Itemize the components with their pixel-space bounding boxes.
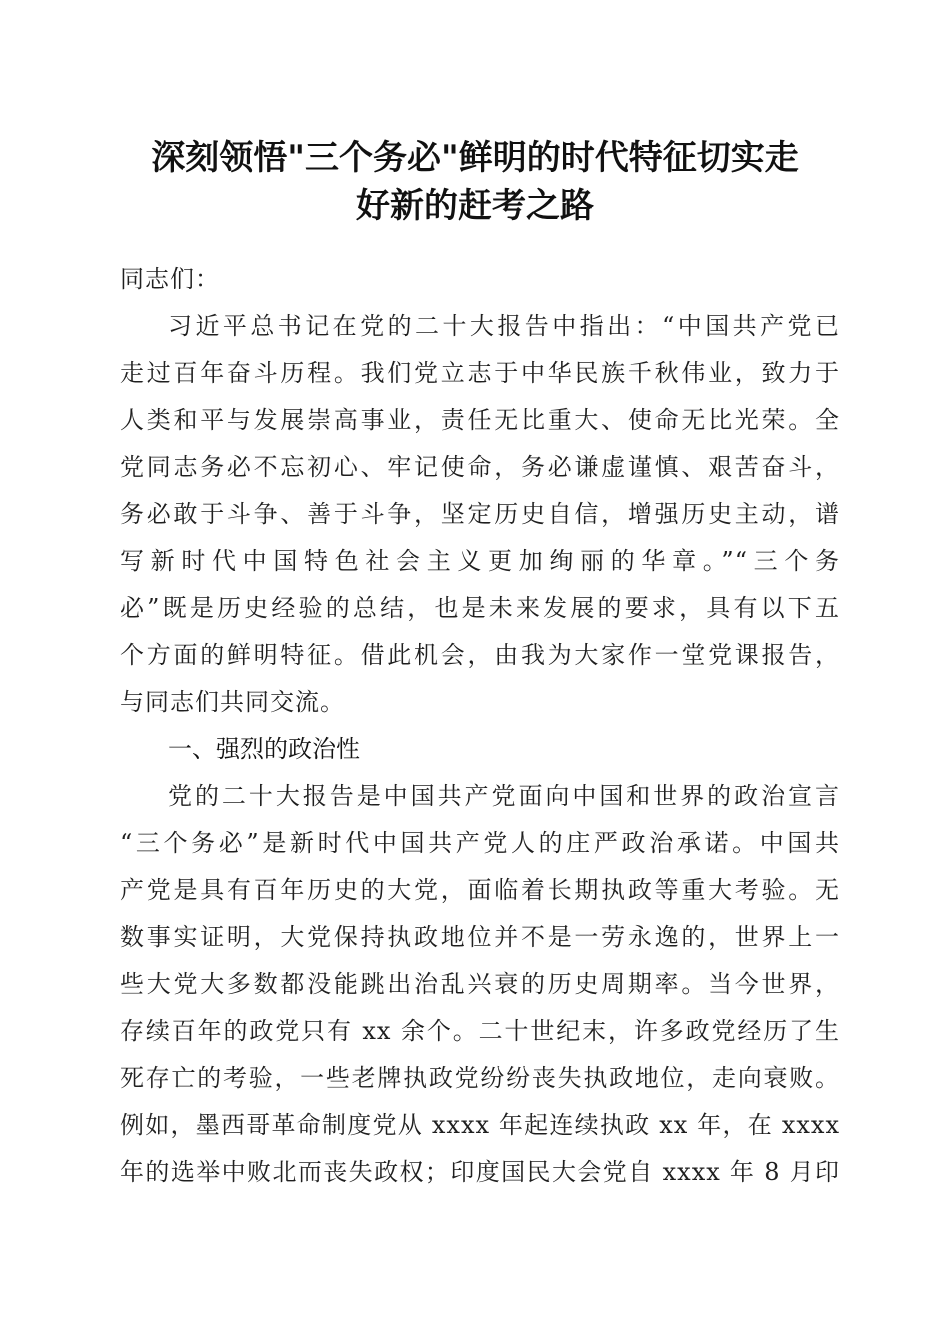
paragraph-line: 习近平总书记在党的二十大报告中指出：“中国共产党已	[168, 312, 840, 340]
paragraph-line: 死存亡的考验，一些老牌执政党纷纷丧失执政地位，走向衰败。	[120, 1064, 840, 1092]
section-heading: 一、强烈的政治性	[168, 735, 360, 763]
paragraph-line: 数事实证明，大党保持执政地位并不是一劳永逸的，世界上一	[120, 923, 840, 951]
paragraph-line: 存续百年的政党只有 xx 余个。二十世纪末，许多政党经历了生	[120, 1017, 840, 1045]
paragraph-line: 与同志们共同交流。	[120, 688, 345, 716]
paragraph-political	[120, 773, 840, 1196]
paragraph-intro	[120, 303, 840, 726]
paragraph-line: 例如，墨西哥革命制度党从 xxxx 年起连续执政 xx 年，在 xxxx	[120, 1111, 840, 1139]
salutation: 同志们：	[120, 265, 220, 293]
paragraph-line: 走过百年奋斗历程。我们党立志于中华民族千秋伟业，致力于	[120, 359, 840, 387]
document-title	[110, 134, 840, 230]
paragraph-line: 个方面的鲜明特征。借此机会，由我为大家作一堂党课报告，	[120, 641, 840, 669]
paragraph-line: 务必敢于斗争、善于斗争，坚定历史自信，增强历史主动，谱	[120, 500, 840, 528]
title-line-1: 深刻领悟"三个务必"鲜明的时代特征切实走	[151, 138, 799, 178]
paragraph-line: 党同志务必不忘初心、牢记使命，务必谦虚谨慎、艰苦奋斗，	[120, 453, 840, 481]
paragraph-line: 产党是具有百年历史的大党，面临着长期执政等重大考验。无	[120, 876, 840, 904]
paragraph-line: 年的选举中败北而丧失政权；印度国民大会党自 xxxx 年 8 月印	[120, 1158, 840, 1186]
document-body	[120, 256, 840, 1196]
paragraph-line: 写新时代中国特色社会主义更加绚丽的华章。”“三个务	[120, 547, 840, 575]
paragraph-line: 些大党大多数都没能跳出治乱兴衰的历史周期率。当今世界，	[120, 970, 840, 998]
paragraph-line: 人类和平与发展崇高事业，责任无比重大、使命无比光荣。全	[120, 406, 840, 434]
paragraph-line: 必”既是历史经验的总结，也是未来发展的要求，具有以下五	[120, 594, 840, 622]
paragraph-line: 党的二十大报告是中国共产党面向中国和世界的政治宣言	[168, 782, 840, 810]
paragraph-line: “三个务必”是新时代中国共产党人的庄严政治承诺。中国共	[120, 829, 840, 857]
title-line-2: 好新的赶考之路	[356, 186, 594, 226]
